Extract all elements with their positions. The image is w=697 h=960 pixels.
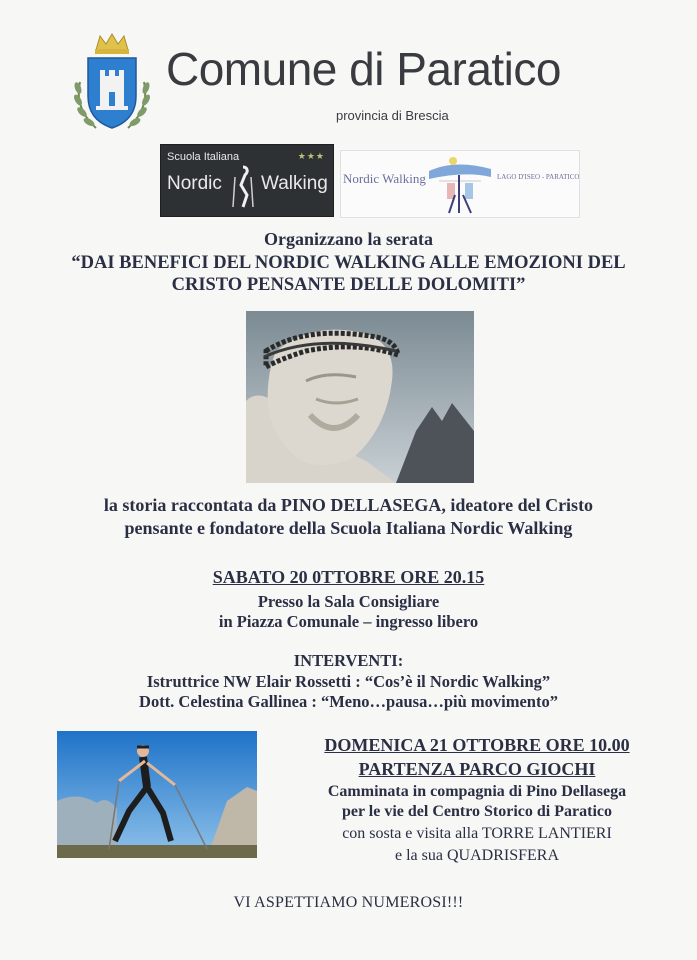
coat-of-arms — [66, 30, 158, 138]
closing-message: VI ASPETTIAMO NUMEROSI!!! — [233, 894, 464, 911]
comune-title: Comune di Paratico — [166, 43, 561, 95]
interventi-item-1: Istruttrice NW Elair Rossetti : “Cos’è il Nordic Walking” — [146, 672, 551, 691]
stars-icon: ★★★ — [297, 151, 325, 161]
domenica-date: DOMENICA 21 OTTOBRE ORE 10.00 — [324, 735, 630, 755]
walker-figure-icon — [231, 165, 255, 209]
event-title-line-2: CRISTO PENSANTE DELLE DOLOMITI” — [171, 275, 526, 295]
storia-line-2: pensante e fondatore della Scuola Italiana Nordic Walking — [124, 518, 573, 538]
cristo-pensante-photo — [246, 311, 474, 483]
nordic-walking-logo-light — [340, 150, 580, 218]
presso-line-2: in Piazza Comunale – ingresso libero — [218, 612, 479, 631]
event-title-line-1: “DAI BENEFICI DEL NORDIC WALKING ALLE EMOZIONI DEL — [71, 253, 626, 273]
interventi-item-2: Dott. Celestina Gallinea : “Meno…pausa…più movimento” — [139, 692, 558, 711]
logo-lago-text: LAGO D'ISEO - PARATICO — [497, 173, 580, 181]
lake-illustration-icon — [425, 155, 495, 215]
sabato-date: SABATO 20 0TTOBRE ORE 20.15 — [212, 567, 485, 587]
storia-line-1: la storia raccontata da PINO DELLASEGA, ideatore del Cristo — [103, 495, 594, 515]
presso-line-1: Presso la Sala Consigliare — [257, 592, 440, 611]
camminata-line-3: con sosta e visita alla TORRE LANTIERI — [342, 825, 612, 842]
logo-walking-text: Walking — [261, 173, 328, 194]
nordic-walker-photo — [57, 731, 257, 858]
organizzano-heading: Organizzano la serata — [264, 229, 433, 249]
logo-light-nordic-walking-text: Nordic Walking — [343, 171, 426, 186]
interventi-heading: INTERVENTI: — [293, 651, 404, 670]
logo-scuola-text: Scuola Italiana — [167, 151, 240, 163]
provincia-subtitle: provincia di Brescia — [336, 108, 449, 123]
partenza-location: PARTENZA PARCO GIOCHI — [358, 759, 596, 779]
camminata-line-4: e la sua QUADRISFERA — [395, 847, 559, 864]
camminata-line-2: per le vie del Centro Storico di Paratico — [341, 803, 612, 820]
logo-nordic-text: Nordic — [167, 173, 222, 194]
nordic-walking-logo-dark — [160, 144, 334, 217]
camminata-line-1: Camminata in compagnia di Pino Dellasega — [327, 783, 627, 800]
